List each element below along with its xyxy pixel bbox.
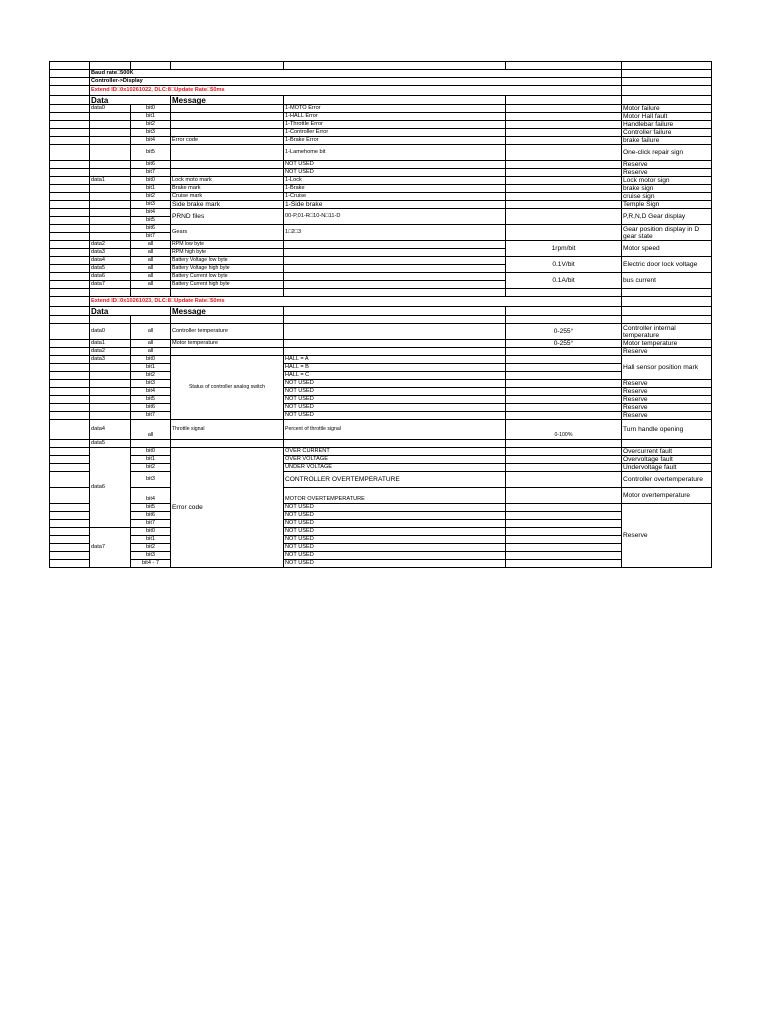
- value-cell: NOT USED: [284, 536, 506, 544]
- value-cell: NOT USED: [284, 161, 506, 169]
- message-cell: Side brake mark: [171, 201, 284, 209]
- error-code-label: Error code: [171, 448, 284, 568]
- table-row: [50, 177, 712, 185]
- table-row: [50, 324, 712, 340]
- value-cell: OVER VOLTAGE: [284, 456, 506, 464]
- data-label: data2: [90, 241, 131, 249]
- table-row: [50, 348, 712, 356]
- direction-label: Controller->Display: [90, 78, 622, 86]
- frame2-title-row: [50, 297, 712, 307]
- unit-cell: 0.1V/bit: [506, 257, 622, 273]
- bit-label: bit5: [131, 145, 171, 161]
- bit-label: bit4: [131, 137, 171, 145]
- baud-rate-label: Baud rate□500K: [90, 70, 622, 78]
- data-label: data2: [90, 348, 131, 356]
- bit-label: all: [131, 324, 171, 340]
- bit-label: bit5: [131, 504, 171, 512]
- bit-label: bit3: [131, 380, 171, 388]
- description-cell: bus current: [622, 273, 712, 289]
- frame1-title-row: [50, 86, 712, 96]
- description-cell: Lock motor sign: [622, 177, 712, 185]
- table-row: [50, 113, 712, 121]
- bit-label: bit3: [131, 552, 171, 560]
- description-cell: Handlebar failure: [622, 121, 712, 129]
- description-cell: Gear position display in D gear state: [622, 225, 712, 241]
- value-cell: NOT USED: [284, 544, 506, 552]
- table-row: [50, 536, 712, 544]
- value-cell: NOT USED: [284, 560, 506, 568]
- description-cell: Motor overtemperature: [622, 488, 712, 504]
- description-cell: Undervoltage fault: [622, 464, 712, 472]
- table-row: [50, 356, 712, 364]
- column-header-message: Message: [171, 96, 284, 105]
- value-cell: NOT USED: [284, 380, 506, 388]
- bit-label: all: [131, 420, 171, 440]
- table-row: [50, 552, 712, 560]
- table-row: [50, 121, 712, 129]
- value-cell: 1-Side brake: [284, 201, 506, 209]
- message-cell: PRND files: [171, 209, 284, 225]
- unit-cell: 0-100%: [506, 420, 622, 440]
- value-cell: 1-Throttle Error: [284, 121, 506, 129]
- table-row: [50, 185, 712, 193]
- table-row: [50, 241, 712, 249]
- description-cell: Controller internal temperature: [622, 324, 712, 340]
- table-row: [50, 129, 712, 137]
- table-row: [50, 520, 712, 528]
- value-cell: 1□2□3: [284, 225, 506, 241]
- bit-label: bit5: [131, 217, 171, 225]
- table-row: [50, 193, 712, 201]
- value-cell: 1-Brake Error: [284, 137, 506, 145]
- bit-label: bit7: [131, 520, 171, 528]
- description-cell: Reserve: [622, 380, 712, 388]
- value-cell: NOT USED: [284, 504, 506, 512]
- table-row: [50, 512, 712, 520]
- value-cell: HALL = A: [284, 356, 506, 364]
- data-label: data7: [90, 281, 131, 289]
- data-label: data1: [90, 340, 131, 348]
- data-label: data3: [90, 356, 131, 364]
- message-cell: Throttle signal: [171, 420, 284, 440]
- data-label: data6: [90, 448, 131, 528]
- bit-label: all: [131, 249, 171, 257]
- bit-label: bit7: [131, 412, 171, 420]
- message-cell: Controller temperature: [171, 324, 284, 340]
- description-cell: Motor speed: [622, 241, 712, 257]
- description-cell: Reserve: [622, 169, 712, 177]
- description-cell: Reserve: [622, 404, 712, 412]
- description-cell: Overcurrent fault: [622, 448, 712, 456]
- bit-label: all: [131, 348, 171, 356]
- bit-label: bit0: [131, 528, 171, 536]
- bit-label: bit2: [131, 121, 171, 129]
- value-cell: 00-P,01-R□10-N□11-D: [284, 209, 506, 225]
- description-cell: cruise sign: [622, 193, 712, 201]
- bit-label: all: [131, 257, 171, 265]
- message-cell: RPM low byte: [171, 241, 284, 249]
- message-cell: Battery Current low byte: [171, 273, 284, 281]
- description-cell: Motor Hall fault: [622, 113, 712, 121]
- value-cell: 1-Cruise: [284, 193, 506, 201]
- message-cell: Battery Voltage high byte: [171, 265, 284, 273]
- bit-label: bit7: [131, 233, 171, 241]
- data-label: data0: [90, 324, 131, 340]
- description-cell: Reserve: [622, 348, 712, 356]
- data-label: data4: [90, 420, 131, 440]
- table-row: [50, 225, 712, 233]
- description-cell: Temple Sign: [622, 201, 712, 209]
- can-protocol-sheet: [49, 61, 712, 568]
- bit-label: bit1: [131, 113, 171, 121]
- message-cell: Brake mark: [171, 185, 284, 193]
- value-cell: 1-HALL Error: [284, 113, 506, 121]
- message-cell: Battery Voltage low byte: [171, 257, 284, 265]
- unit-cell: 0.1A/bit: [506, 273, 622, 289]
- bit-label: bit6: [131, 512, 171, 520]
- bit-label: bit0: [131, 177, 171, 185]
- bit-label: bit0: [131, 105, 171, 113]
- blank-row: [50, 316, 712, 324]
- baud-rate-row: [50, 70, 712, 78]
- unit-cell: 0-255°: [506, 340, 622, 348]
- bit-label: bit6: [131, 225, 171, 233]
- table-row: [50, 145, 712, 161]
- description-cell: One-click repair sign: [622, 145, 712, 161]
- table-row: [50, 528, 712, 536]
- table-row: [50, 412, 712, 420]
- description-cell: Reserve: [622, 412, 712, 420]
- table-row: [50, 273, 712, 281]
- bit-label: bit3: [131, 472, 171, 488]
- description-cell: Turn handle opening: [622, 420, 712, 440]
- value-cell: 1-Controller Error: [284, 129, 506, 137]
- table-row: [50, 472, 712, 488]
- value-cell: 1-Lamehome bit: [284, 145, 506, 161]
- table-row: [50, 105, 712, 113]
- description-cell: Reserve: [622, 504, 712, 568]
- description-cell: Electric door lock voltage: [622, 257, 712, 273]
- value-cell: NOT USED: [284, 512, 506, 520]
- table-row: [50, 372, 712, 380]
- value-cell: UNDER VOLTAGE: [284, 464, 506, 472]
- value-cell: CONTROLLER OVERTEMPERATURE: [284, 472, 506, 488]
- data-label: data1: [90, 177, 131, 185]
- table-row: [50, 137, 712, 145]
- table-row: [50, 544, 712, 552]
- bit-label: all: [131, 340, 171, 348]
- bit-label: bit4 - 7: [131, 560, 171, 568]
- frame1-title: Extend ID□0x10261022, DLC:8□Update Rate□50ms: [90, 86, 622, 96]
- blank-row: [50, 62, 712, 70]
- description-cell: Overvoltage fault: [622, 456, 712, 464]
- bit-label: bit7: [131, 169, 171, 177]
- data-label: data0: [90, 105, 131, 113]
- table-row: [50, 560, 712, 568]
- frame2-title: Extend ID□0x10261023, DLC:8□Update Rate□50ms: [90, 297, 622, 307]
- value-cell: 1-Brake: [284, 185, 506, 193]
- value-cell: 1-MOTO Error: [284, 105, 506, 113]
- unit-cell: 0-255°: [506, 324, 622, 340]
- table-row: [50, 464, 712, 472]
- data-label: data4: [90, 257, 131, 265]
- bit-label: bit1: [131, 536, 171, 544]
- frame1-header-row: [50, 96, 712, 105]
- error-code-label: Error code: [171, 137, 284, 145]
- table-row: [50, 201, 712, 209]
- value-cell: NOT USED: [284, 404, 506, 412]
- status-switch-label: Status of controller analog switch: [171, 356, 284, 420]
- bit-label: all: [131, 241, 171, 249]
- message-cell: RPM high byte: [171, 249, 284, 257]
- bit-label: bit1: [131, 456, 171, 464]
- bit-label: bit2: [131, 193, 171, 201]
- table-row: [50, 404, 712, 412]
- description-cell: Reserve: [622, 161, 712, 169]
- table-row: [50, 388, 712, 396]
- message-cell: Gears: [171, 225, 284, 241]
- table-row: [50, 504, 712, 512]
- frame2-header-row: [50, 307, 712, 316]
- direction-row: [50, 78, 712, 86]
- value-cell: MOTOR OVERTEMPERATURE: [284, 488, 506, 504]
- data-label: data7: [90, 528, 131, 568]
- bit-label: bit2: [131, 544, 171, 552]
- table-row: [50, 169, 712, 177]
- bit-label: bit1: [131, 185, 171, 193]
- bit-label: all: [131, 265, 171, 273]
- column-header-data: Data: [90, 307, 171, 316]
- value-cell: NOT USED: [284, 396, 506, 404]
- bit-label: bit5: [131, 396, 171, 404]
- message-cell: Lock moto mark: [171, 177, 284, 185]
- value-cell: NOT USED: [284, 388, 506, 396]
- description-cell: brake failure: [622, 137, 712, 145]
- description-cell: brake sign: [622, 185, 712, 193]
- bit-label: bit0: [131, 448, 171, 456]
- bit-label: bit6: [131, 161, 171, 169]
- table-row: [50, 440, 712, 448]
- description-cell: Reserve: [622, 388, 712, 396]
- data-label: data6: [90, 273, 131, 281]
- value-cell: OVER CURRENT: [284, 448, 506, 456]
- table-row: [50, 209, 712, 217]
- bit-label: bit2: [131, 372, 171, 380]
- value-cell: HALL = C: [284, 372, 506, 380]
- bit-label: all: [131, 273, 171, 281]
- description-cell: Hall sensor position mark: [622, 356, 712, 380]
- data-label: data3: [90, 249, 131, 257]
- table-row: [50, 396, 712, 404]
- bit-label: bit6: [131, 404, 171, 412]
- unit-cell: 1rpm/bit: [506, 241, 622, 257]
- bit-label: bit4: [131, 209, 171, 217]
- description-cell: Controller overtemperature: [622, 472, 712, 488]
- bit-label: bit4: [131, 388, 171, 396]
- description-cell: Reserve: [622, 396, 712, 404]
- message-cell: Cruise mark: [171, 193, 284, 201]
- value-cell: NOT USED: [284, 412, 506, 420]
- table-row: [50, 364, 712, 372]
- value-cell: Percent of throttle signal: [284, 420, 506, 440]
- bit-label: bit0: [131, 356, 171, 364]
- bit-label: bit3: [131, 201, 171, 209]
- bit-label: all: [131, 281, 171, 289]
- bit-label: bit4: [131, 488, 171, 504]
- blank-row: [50, 289, 712, 297]
- column-header-message: Message: [171, 307, 284, 316]
- table-row: [50, 448, 712, 456]
- table-row: [50, 420, 712, 440]
- message-cell: Motor temperature: [171, 340, 284, 348]
- data-label: data5: [90, 440, 131, 448]
- description-cell: Controller failure: [622, 129, 712, 137]
- table-row: [50, 340, 712, 348]
- value-cell: NOT USED: [284, 169, 506, 177]
- table-row: [50, 456, 712, 464]
- bit-label: bit2: [131, 464, 171, 472]
- table-row: [50, 257, 712, 265]
- data-label: data5: [90, 265, 131, 273]
- value-cell: 1-Lock: [284, 177, 506, 185]
- value-cell: HALL = B: [284, 364, 506, 372]
- column-header-data: Data: [90, 96, 171, 105]
- table-row: [50, 380, 712, 388]
- bit-label: bit3: [131, 129, 171, 137]
- description-cell: Motor failure: [622, 105, 712, 113]
- bit-label: bit1: [131, 364, 171, 372]
- table-row: [50, 488, 712, 504]
- table-row: [50, 161, 712, 169]
- message-cell: Battery Current high byte: [171, 281, 284, 289]
- description-cell: P,R,N,D Gear display: [622, 209, 712, 225]
- value-cell: NOT USED: [284, 528, 506, 536]
- value-cell: NOT USED: [284, 520, 506, 528]
- description-cell: Motor temperature: [622, 340, 712, 348]
- value-cell: NOT USED: [284, 552, 506, 560]
